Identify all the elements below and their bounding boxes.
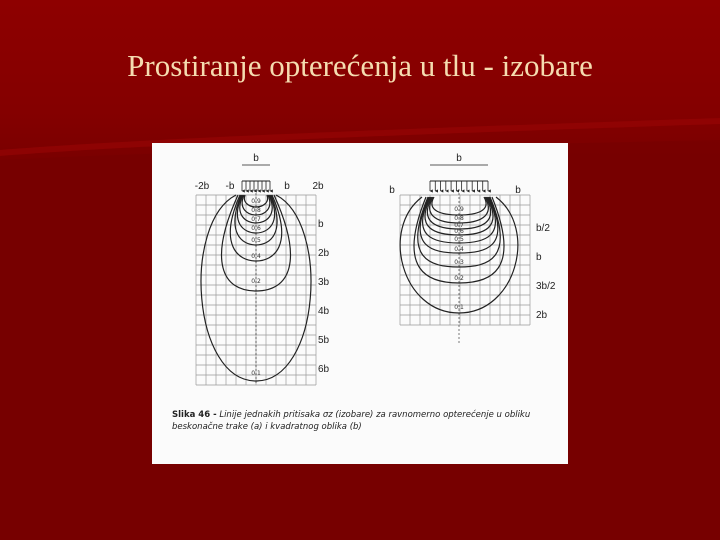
right-depth-label: 3b/2 — [536, 281, 556, 292]
right-iso-value: 0.6 — [454, 228, 464, 235]
right-top-label-right: b — [515, 185, 521, 196]
right-depth-label: 2b — [536, 310, 548, 321]
left-depth-labels — [318, 219, 330, 375]
left-iso-value: 0.6 — [251, 225, 261, 232]
caption-label: Slika 46 - — [172, 410, 217, 420]
right-width-label: b — [456, 153, 462, 164]
left-diagram — [195, 153, 330, 385]
right-iso-value: 0.5 — [454, 236, 464, 243]
caption-text: Linije jednakih pritisaka σz (izobare) za ravnomerno opterećenje u obliku beskonačne trake (a) i kvadratnog oblika (b) — [172, 410, 531, 432]
left-iso-value: 0.8 — [251, 207, 261, 214]
left-iso-value: 0.1 — [251, 370, 261, 377]
left-depth-label: 2b — [318, 248, 330, 259]
isobar-figure — [152, 143, 568, 464]
left-depth-label: 6b — [318, 364, 330, 375]
left-depth-label: 5b — [318, 335, 330, 346]
right-top-label-left: b — [389, 185, 395, 196]
right-iso-value: 0.9 — [454, 206, 464, 213]
left-iso-value: 0.7 — [251, 216, 261, 223]
right-diagram — [389, 153, 556, 343]
left-iso-value: 0.4 — [251, 253, 261, 260]
left-iso-value: 0.2 — [251, 278, 261, 285]
right-depth-labels — [536, 223, 556, 321]
left-iso-value: 0.5 — [251, 237, 261, 244]
left-top-label-negb: -b — [225, 181, 235, 192]
slide-title: Prostiranje opterećenja u tlu - izobare — [127, 48, 593, 83]
right-iso-value: 0.2 — [454, 275, 464, 282]
left-depth-label: b — [318, 219, 324, 230]
left-width-label: b — [253, 153, 259, 164]
left-depth-label: 4b — [318, 306, 330, 317]
left-top-label-2b: 2b — [312, 181, 324, 192]
right-depth-label: b — [536, 252, 542, 263]
right-depth-label: b/2 — [536, 223, 550, 234]
right-iso-value: 0.7 — [454, 222, 464, 229]
right-iso-value: 0.3 — [454, 259, 464, 266]
left-depth-label: 3b — [318, 277, 330, 288]
right-iso-value: 0.4 — [454, 246, 464, 253]
left-top-label-neg2b: -2b — [194, 181, 210, 192]
figure-caption — [172, 409, 562, 433]
left-iso-value: 0.9 — [251, 198, 261, 205]
right-iso-value: 0.1 — [454, 304, 464, 311]
left-top-label-b: b — [284, 181, 290, 192]
right-iso-value: 0.8 — [454, 215, 464, 222]
